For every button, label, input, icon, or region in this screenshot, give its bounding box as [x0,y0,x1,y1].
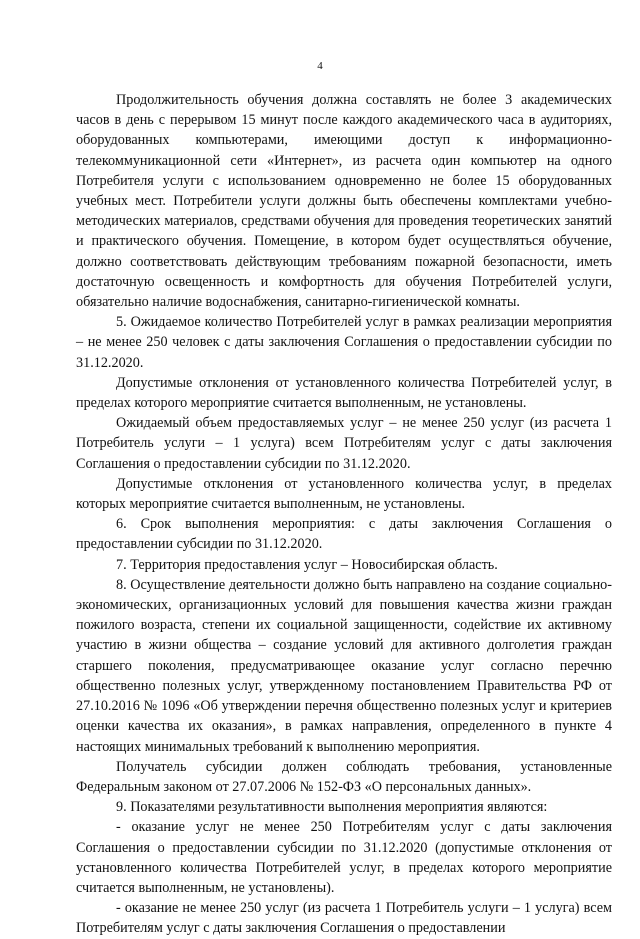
paragraph-training-duration: Продолжительность обучения должна составлять не более 3 академических часов в день с перерывом 15 минут после каждого академического часа в аудиториях, оборудованных компьютерами, имеющими доступ к информационно-телекоммуникационной сети «Интернет», из расчета один компьютер на одного Потребителя услуги с использованием одновременно не более 15 оборудованных учебных мест. Потребители услуги должны быть обеспечены комплектами учебно-методических материалов, средствами обучения для проведения теоретических занятий и практического обучения. Помещение, в котором будет осуществляться обучение, должно соответствовать действующим требованиям пожарной безопасности, иметь достаточную освещенность и комфортность для обучения Потребителей услуги, обязательно наличие водоснабжения, санитарно-гигиенической комнаты. [76,92,612,311]
paragraph-item-7-territory: 7. Территория предоставления услуг – Новосибирская область. [116,556,498,573]
paragraph-indicator-services: - оказание не менее 250 услуг (из расчета 1 Потребитель услуги – 1 услуга) всем Потребителям услуг с даты заключения Соглашения о предоставлении [76,900,612,937]
paragraph-item-5-consumers: 5. Ожидаемое количество Потребителей услуг в рамках реализации мероприятия – не менее 250 человек с даты заключения Соглашения о предоставлении субсидии по 31.12.2020. [76,314,612,371]
paragraph-item-8-activity: 8. Осуществление деятельности должно быть направлено на создание социально-экономических, организационных условий для повышения качества жизни граждан пожилого возраста, степени их социальной защищенности, содействие их активному участию в жизни общества – создание условий для активного долголетия граждан старшего поколения, предусматривающее оказание услуг согласно перечню общественно полезных услуг, утвержденному постановлением Правительства РФ от 27.10.2016 № 1096 «Об утверждении перечня общественно полезных услуг и критериев оценки качества их оказания», в рамках направления, определенного в пункте 4 настоящих минимальных требований к выполнению мероприятия. [76,576,612,755]
paragraph-services-volume: Ожидаемый объем предоставляемых услуг – не менее 250 услуг (из расчета 1 Потребитель услуги – 1 услуга) всем Потребителям услуг с даты заключения Соглашения о предоставлении субсидии по 31.12.2020. [76,415,612,472]
paragraph-consumers-deviation: Допустимые отклонения от установленного количества Потребителей услуг, в пределах которого мероприятие считается выполненным, не установлены. [76,374,612,412]
paragraph-services-deviation: Допустимые отклонения от установленного количества услуг, в пределах которых мероприятие считается выполненным, не установлены. [76,475,612,513]
page-number: 4 [317,60,323,72]
paragraph-personal-data: Получатель субсидии должен соблюдать требования, установленные Федеральным законом от 27.07.2006 № 152-ФЗ «О персональных данных». [76,758,612,795]
paragraph-item-6-term: 6. Срок выполнения мероприятия: с даты заключения Соглашения о предоставлении субсидии по 31.12.2020. [76,516,612,553]
paragraph-indicator-consumers: - оказание услуг не менее 250 Потребителям услуг с даты заключения Соглашения о предоставлении субсидии по 31.12.2020 (допустимые отклонения от установленного количества Потребителей услуг, в пределах которого мероприятие считается выполненным, не установлены). [76,819,612,896]
document-body [76,90,612,939]
paragraph-item-9-indicators: 9. Показателями результативности выполнения мероприятия являются: [116,799,548,816]
